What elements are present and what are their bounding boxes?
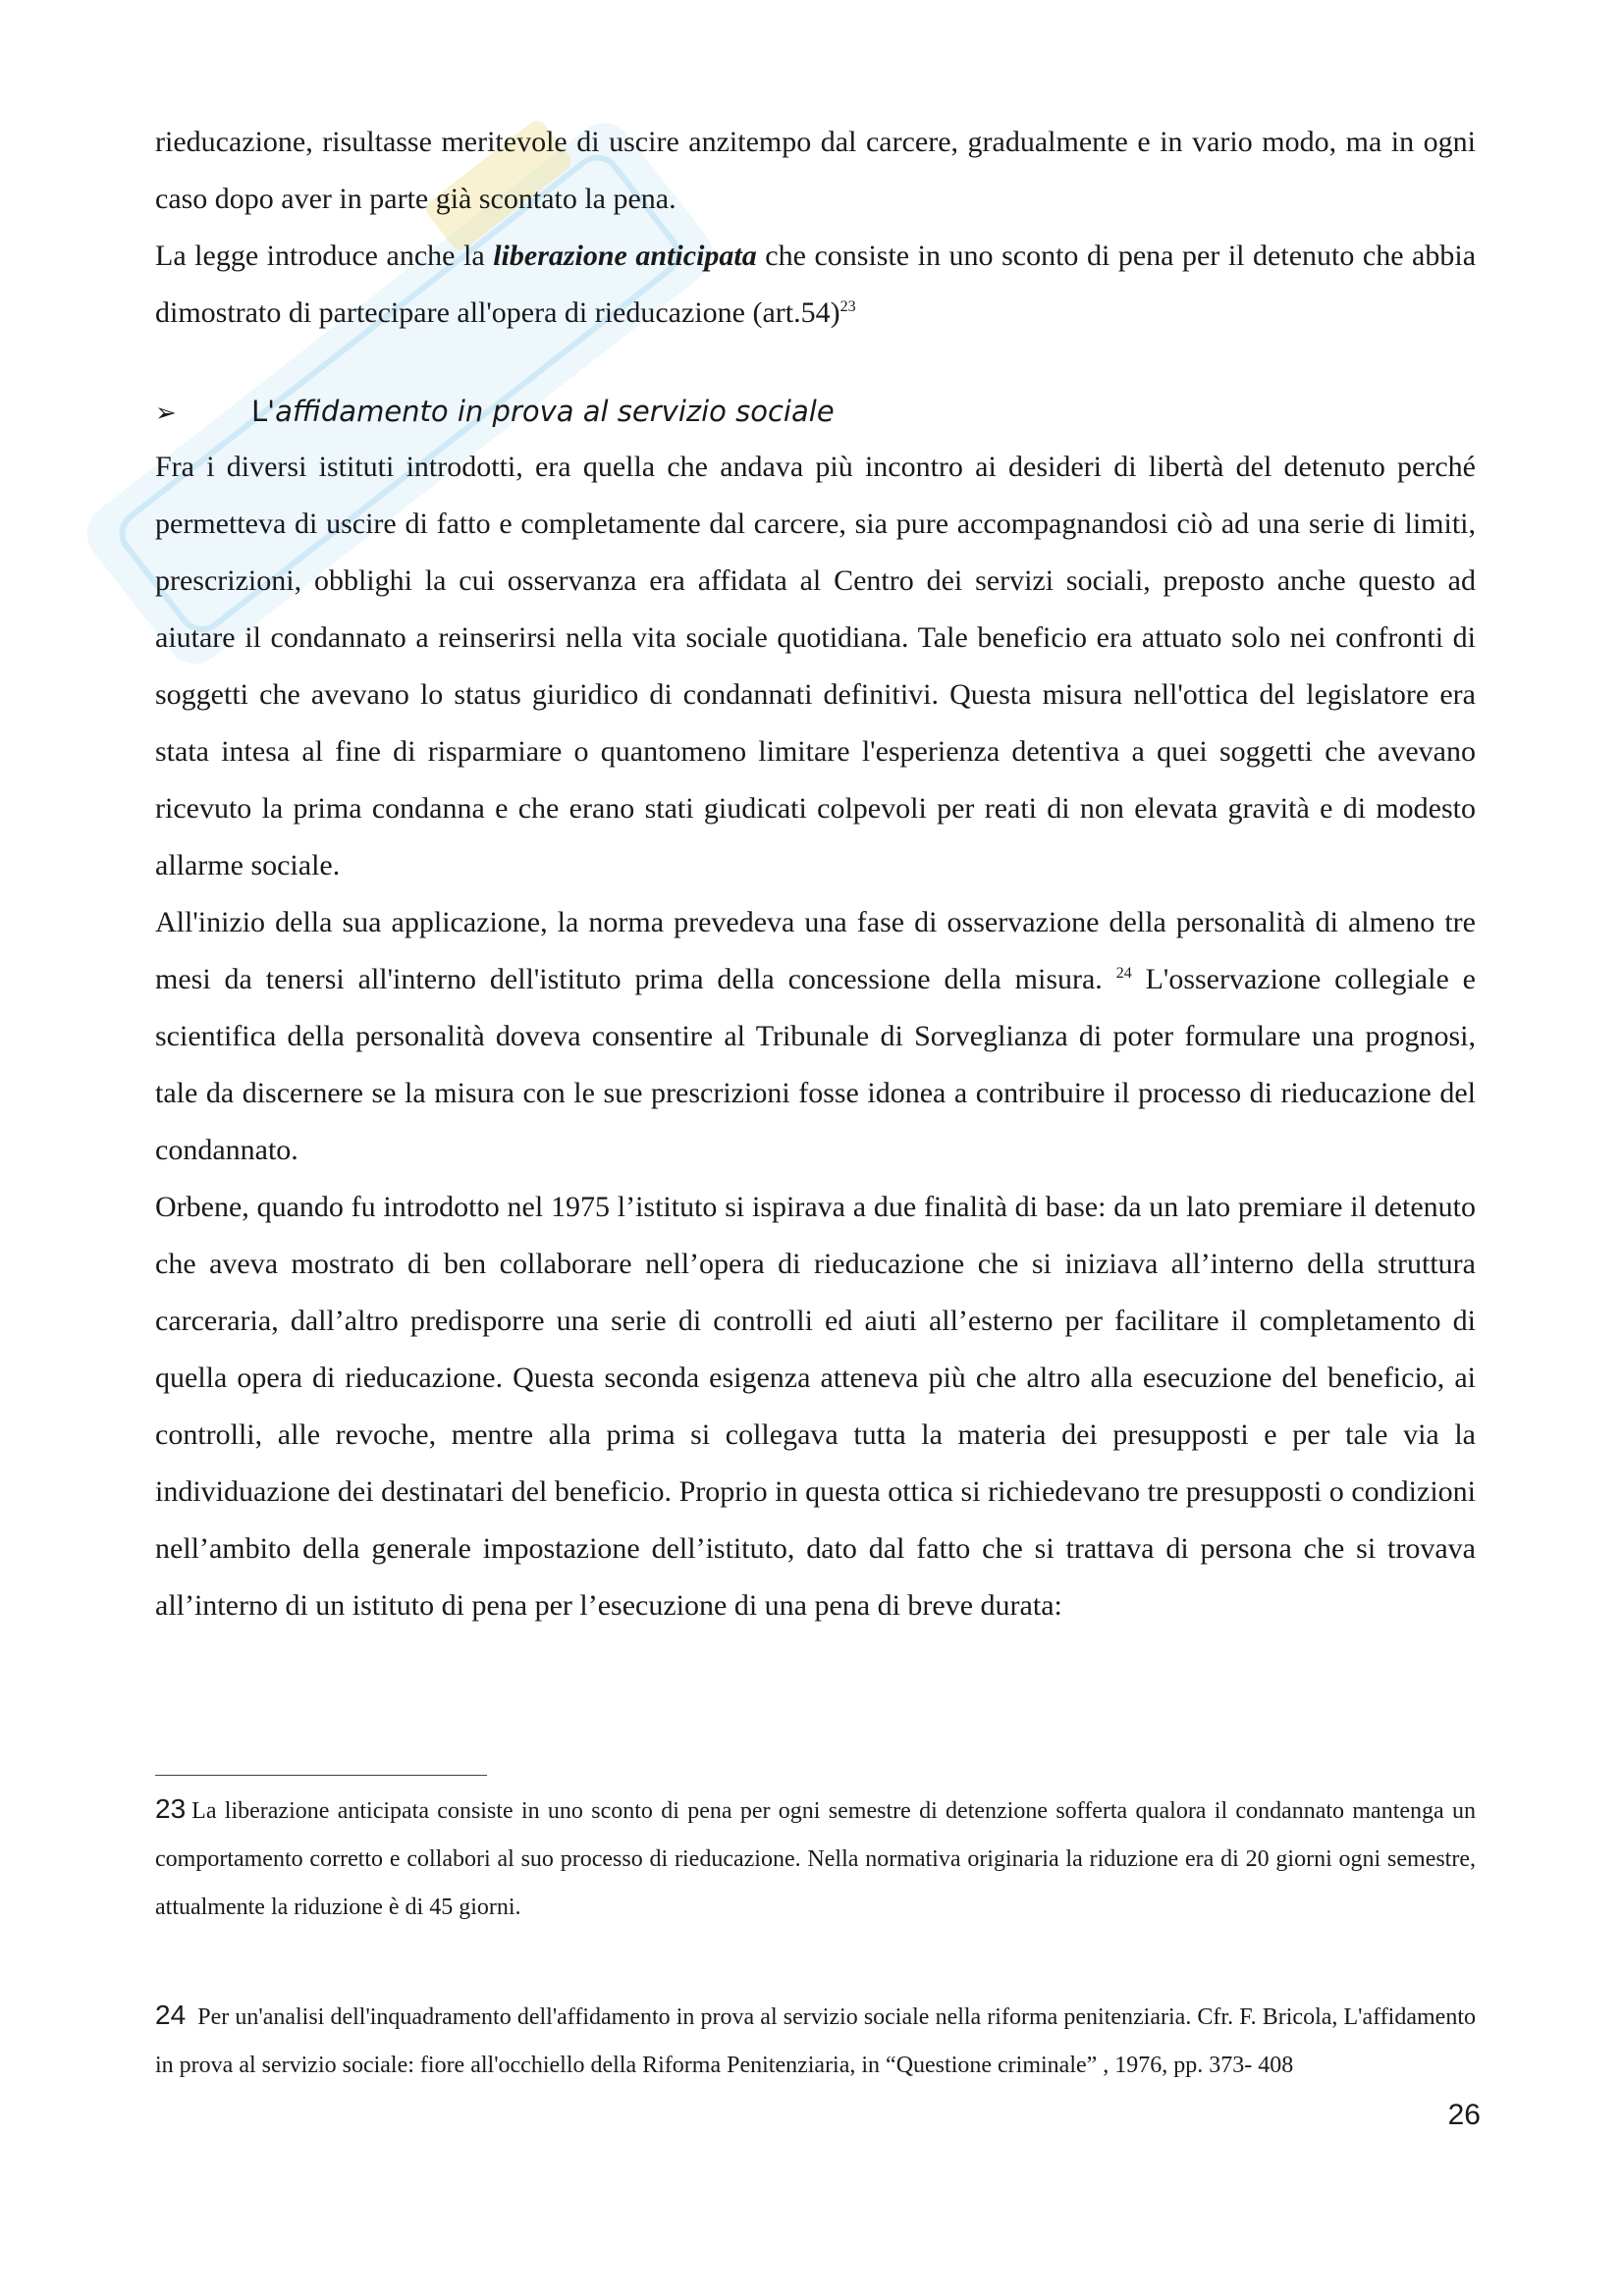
intro-line-1: rieducazione, risultasse meritevole di uscire anzitempo dal carcere, gradualmente e in vario modo, ma in ogni caso dopo aver in parte già scontato la pena. bbox=[155, 126, 1476, 215]
footnote-24 bbox=[155, 1991, 1476, 2090]
liberazione-anticipata-term: liberazione anticipata bbox=[493, 240, 757, 272]
footnote-23 bbox=[155, 1785, 1476, 1932]
section-heading: ➢ L'affidamento in prova al servizio sociale bbox=[155, 383, 835, 440]
arrow-bullet-icon: ➢ bbox=[155, 399, 177, 428]
main-paragraphs bbox=[155, 439, 1476, 1634]
paragraph-2: All'inizio della sua applicazione, la norma prevedeva una fase di osservazione della personalità di almeno tre mesi da tenersi all'interno dell'istituto prima della concessione della misura. $^{24}$ L'osservazione collegiale e scientifica della personalità doveva consentire al Tribunale di Sorveglianza di poter formulare una prognosi, tale da discernere se la misura con le sue prescrizioni fosse idonea a contribuire il processo di rieducazione del condannato. bbox=[155, 906, 1476, 1166]
footnote-ref-24[interactable]: 24 bbox=[1115, 965, 1132, 982]
paragraph-1: Fra i diversi istituti introdotti, era quella che andava più incontro ai desideri di libertà del detenuto perché permetteva di uscire di fatto e completamente dal carcere, sia pure accompagnandosi ciò ad una serie di limiti, prescrizioni, obblighi la cui osservanza era affidata al Centro dei servizi sociali, preposto anche questo ad aiutare il condannato a reinserirsi nella vita sociale quotidiana. Tale beneficio era attuato solo nei confronti di soggetti che avevano lo status giuridico di condannati definitivi. Questa misura nell'ottica del legislatore era stata intesa al fine di risparmiare o quantomeno limitare l'esperienza detentiva a quei soggetti che avevano ricevuto la prima condanna e che erano stati giudicati colpevoli per reati di non elevata gravità e di modesto allarme sociale. bbox=[155, 451, 1476, 881]
footnote-number: 23 bbox=[155, 1793, 187, 1824]
section-heading-title: affidamento in prova al servizio sociale bbox=[275, 395, 835, 428]
intro-paragraphs bbox=[155, 114, 1476, 342]
footnote-number: 24 bbox=[155, 2000, 187, 2030]
page-number: 26 bbox=[1447, 2099, 1481, 2131]
footnote-ref-23[interactable]: 23 bbox=[839, 298, 856, 315]
footnote-text: Per un'analisi dell'inquadramento dell'affidamento in prova al servizio sociale nella riforma penitenziaria. Cfr. F. Bricola, L'affidamento in prova al servizio sociale: fiore all'occhiello della Riforma Penitenziaria, in “Questione criminale” , 1976, pp. 373- 408 bbox=[155, 2004, 1476, 2078]
intro-line-2: La legge introduce anche la liberazione anticipata che consiste in uno sconto di pena per il detenuto che abbia dimostrato di partecipare all'opera di rieducazione $(art.54)^{23}$ bbox=[155, 240, 1477, 329]
footnote-separator bbox=[155, 1775, 487, 1776]
footnote-text: La liberazione anticipata consiste in uno sconto di pena per ogni semestre di detenzione sofferta qualora il condannato mantenga un comportamento corretto e collabori al suo processo di rieducazione. Nella normativa originaria la riduzione era di 20 giorni ogni semestre, attualmente la riduzione è di 45 giorni. bbox=[155, 1798, 1476, 1920]
paragraph-3: Orbene, quando fu introdotto nel 1975 l’istituto si ispirava a due finalità di base: da un lato premiare il detenuto che aveva mostrato di ben collaborare nell’opera di rieducazione che si iniziava all’interno della struttura carceraria, dall’altro predisporre una serie di controlli ed aiuti all’esterno per facilitare il completamento di quella opera di rieducazione. Questa seconda esigenza atteneva più che altro alla esecuzione del beneficio, ai controlli, alle revoche, mentre alla prima si collegava tutta la materia dei presupposti e per tale via la individuazione dei destinatari del beneficio. Proprio in questa ottica si richiedevano tre presupposti o condizioni nell’ambito della generale impostazione dell’istituto, dato dal fatto che si trattava di persona che si trovava all’interno di un istituto di pena per l’esecuzione di una pena di breve durata: bbox=[155, 1191, 1476, 1622]
